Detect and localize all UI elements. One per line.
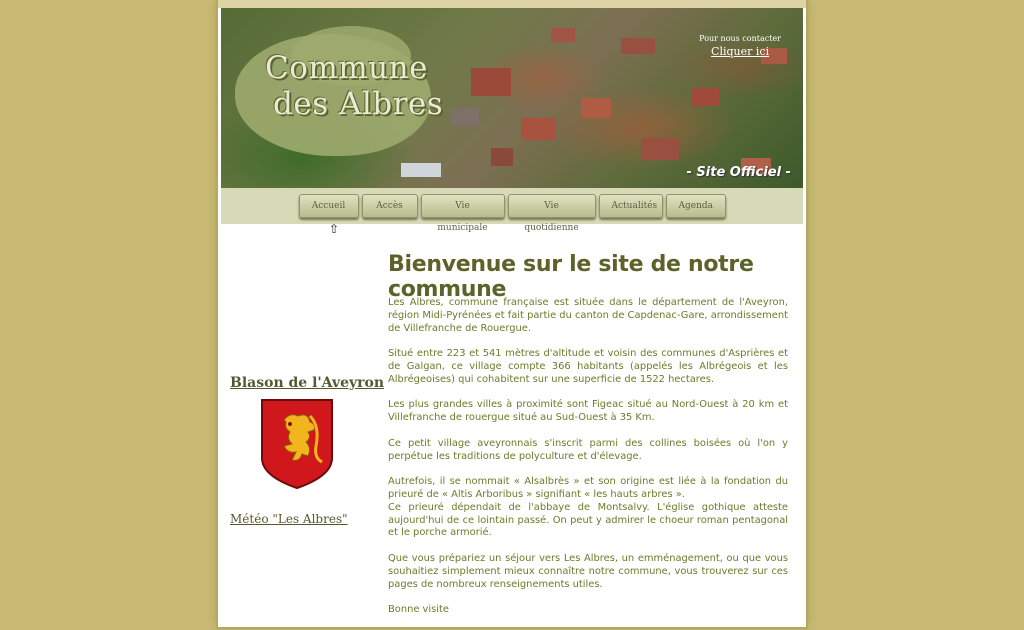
site-title-line2: des Albres <box>273 86 444 122</box>
paragraph-geography: Situé entre 223 et 541 mètres d'altitude et voisin des communes d'Asprières et de Galgan, ce village compte 366 habitants (appelés les Albrégeois et les Albrégeoises) qui cohabitent sur une superficie de 1522 hectares. <box>388 348 788 385</box>
contact-caption: Pour nous contacter <box>699 34 781 43</box>
up-arrow-icon: ⇧ <box>329 222 340 236</box>
meteo-link[interactable]: Météo "Les Albres" <box>230 512 348 526</box>
header-banner <box>221 8 803 188</box>
paragraph-intro: Les Albres, commune française est située dans le département de l'Aveyron, région Midi-Pyrénées et fait partie du canton de Capdenac-Gare, arrondissement de Villefranche de Rouergue. <box>388 297 788 334</box>
blason-title: Blason de l'Aveyron <box>230 375 385 391</box>
page-container <box>218 0 806 627</box>
history-sentence-2: Ce prieuré dépendait de l'abbaye de Montsalvy. L'église gothique atteste aujourd'hui de ce lointain passé. On peut y admirer le choeur roman pentagonal et le porche armorié. <box>388 501 788 539</box>
paragraph-landscape: Ce petit village aveyronnais s'inscrit parmi des collines boisées où l'on y perpétue les traditions de polyculture et d'élevage. <box>388 437 788 462</box>
top-strip <box>218 0 806 8</box>
paragraph-nearby-towns: Les plus grandes villes à proximité sont Figeac situé au Nord-Ouest à 20 km et Villefranche de rouergue situé au Sud-Ouest à 35 Km. <box>388 399 788 424</box>
contact-block <box>699 34 781 58</box>
paragraph-closing: Bonne visite <box>388 604 449 616</box>
aveyron-coat-of-arms-icon <box>260 398 334 490</box>
nav-accueil[interactable]: Accueil <box>299 194 359 218</box>
main-navigation <box>221 188 803 233</box>
site-title-line1: Commune <box>265 50 428 86</box>
history-sentence-1: Autrefois, il se nommait « Alsalbrès » et son origine est liée à la fondation du prieuré de « Altis Arboribus » signifiant « les hauts arbres ». <box>388 476 788 500</box>
nav-vie-municipale[interactable]: Vie municipale <box>421 194 505 218</box>
nav-acces[interactable]: Accès <box>362 194 418 218</box>
nav-agenda[interactable]: Agenda <box>666 194 726 218</box>
paragraph-history <box>388 476 788 540</box>
page-heading: Bienvenue sur le site de notre commune <box>388 252 754 302</box>
nav-vie-quotidienne[interactable]: Vie quotidienne <box>508 194 596 218</box>
paragraph-welcome: Que vous prépariez un séjour vers Les Albres, un emménagement, ou que vous souhaitiez simplement mieux connaître notre commune, vous trouverez sur ces pages de nombreux renseignements utiles. <box>388 552 788 590</box>
main-content <box>388 297 788 630</box>
official-site-label: - Site Officiel - <box>686 165 791 180</box>
nav-actualites[interactable]: Actualités <box>599 194 663 218</box>
contact-link[interactable]: Cliquer ici <box>711 45 770 58</box>
